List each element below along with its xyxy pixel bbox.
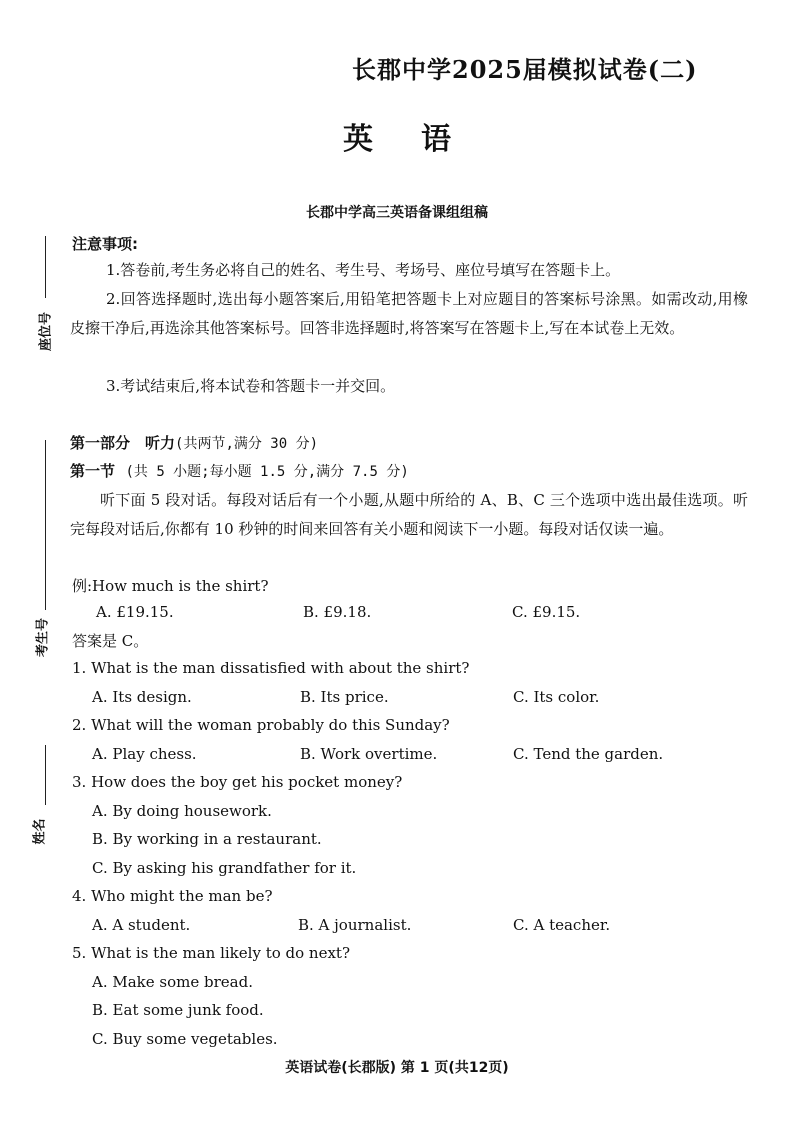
exam-no-line [45,440,46,610]
question-5: 5. What is the man likely to do next? [72,944,350,962]
part1-heading-rest: (共两节,满分 30 分) [175,436,319,452]
question-1: 1. What is the man dissatisfied with about the shirt? [72,659,470,677]
question-4: 4. Who might the man be? [72,887,273,905]
part1-heading [70,432,318,453]
example-option-a: A. £19.15. [96,603,174,621]
q4-option-a: A. A student. [92,916,191,934]
compiler-line: 长郡中学高三英语备课组组稿 [306,205,488,221]
q1-option-b: B. Its price. [300,688,389,706]
part1-heading-title: 第一部分 听力 [70,434,176,452]
notice-heading: 注意事项: [72,235,138,253]
q5-option-b: B. Eat some junk food. [92,1001,264,1019]
name-line [45,745,46,805]
example-option-b: B. £9.18. [303,603,372,621]
example-option-c: C. £9.15. [512,603,581,621]
section1-heading [70,460,409,481]
seat-label: 座位号 [38,312,54,352]
question-3: 3. How does the boy get his pocket money? [72,773,403,791]
q3-option-b: B. By working in a restaurant. [92,830,322,848]
q1-option-c: C. Its color. [513,688,600,706]
exam-no-label: 考生号 [35,618,51,658]
subject-char-2: 语 [421,122,451,157]
example-answer: 答案是 C。 [72,632,149,650]
q4-option-b: B. A journalist. [298,916,412,934]
q4-option-c: C. A teacher. [513,916,611,934]
q3-option-c: C. By asking his grandfather for it. [92,859,357,877]
seat-line [45,236,46,298]
notice-item-1: 1.答卷前,考生务必将自己的姓名、考生号、考场号、座位号填写在答题卡上。 [106,261,621,279]
exam-title: 长郡中学2025届模拟试卷(二) [352,55,698,84]
q1-option-a: A. Its design. [92,688,192,706]
q2-option-a: A. Play chess. [92,745,197,763]
listening-instructions: 听下面 5 段对话。每段对话后有一个小题,从题中所给的 A、B、C 三个选项中选出最佳选项。听完每段对话后,你都有 10 秒钟的时间来回答有关小题和阅读下一小题。每段对话仅读一遍。 [70,491,748,538]
q3-option-a: A. By doing housework. [92,802,272,820]
notice-item-3: 3.考试结束后,将本试卷和答题卡一并交回。 [106,377,396,395]
question-2: 2. What will the woman probably do this Sunday? [72,716,450,734]
name-label: 姓名 [32,818,48,845]
subject-title [0,114,794,158]
section1-heading-rest: (共 5 小题;每小题 1.5 分,满分 7.5 分) [125,464,409,480]
subject-char-1: 英 [343,122,373,157]
q2-option-b: B. Work overtime. [300,745,438,763]
q2-option-c: C. Tend the garden. [513,745,664,763]
notice-item-2: 2.回答选择题时,选出每小题答案后,用铅笔把答题卡上对应题目的答案标号涂黑。如需改动,用橡皮擦干净后,再选涂其他答案标号。回答非选择题时,将答案写在答题卡上,写在本试卷上无效。 [70,290,748,337]
q5-option-c: C. Buy some vegetables. [92,1030,278,1048]
page-footer: 英语试卷(长郡版) 第 1 页(共12页) [285,1060,509,1076]
example-question: 例:How much is the shirt? [72,577,269,595]
q5-option-a: A. Make some bread. [92,973,253,991]
section1-heading-title: 第一节 [70,462,116,480]
